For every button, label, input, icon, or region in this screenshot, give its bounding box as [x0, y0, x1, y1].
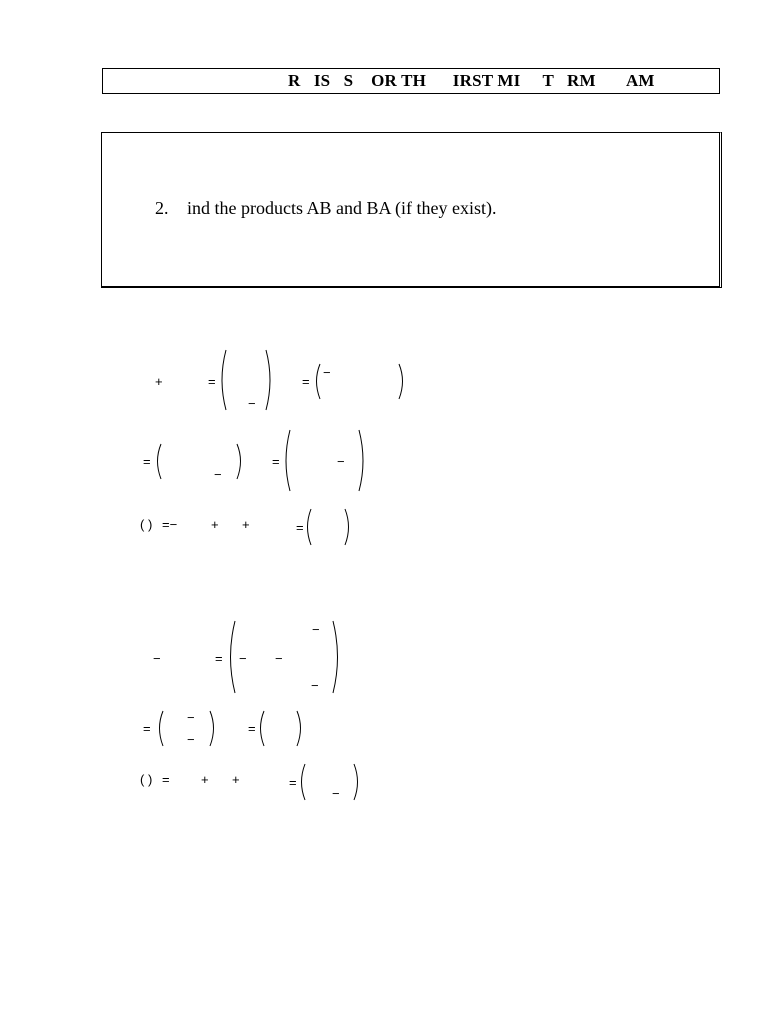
bracket-left: [261, 711, 265, 746]
bracket-right: [210, 711, 214, 746]
bracket-left: [160, 711, 164, 746]
question-text: ind the products AB and BA (if they exist).: [187, 198, 497, 218]
bracket-right: [237, 444, 241, 479]
plus-sign: +: [232, 772, 240, 787]
bracket-right: [359, 430, 363, 491]
minus-sign: −: [311, 678, 319, 693]
bracket-left: [286, 430, 290, 491]
minus-sign: −: [337, 454, 345, 469]
question-number: 2.: [155, 198, 169, 218]
equals-sign: =: [272, 454, 280, 469]
equals-sign: =: [143, 454, 151, 469]
plus-sign: +: [155, 374, 163, 389]
bracket-right: [354, 764, 358, 800]
equals-sign: =: [143, 721, 151, 736]
plus-sign: +: [242, 517, 250, 532]
equals-sign: =: [215, 651, 223, 666]
bracket-right: [333, 621, 338, 693]
equals-sign: =: [248, 721, 256, 736]
minus-sign: −: [153, 651, 161, 666]
header-title: R IS S OR TH IRST MI T RM AM: [288, 71, 655, 90]
bracket-left: [308, 509, 312, 545]
minus-sign: −: [275, 651, 283, 666]
bracket-right: [345, 509, 349, 545]
equals-minus: =−: [162, 517, 178, 532]
bracket-right: [297, 711, 301, 746]
minus-sign: −: [214, 467, 222, 482]
paren-expression: ( ): [140, 517, 153, 532]
bracket-left: [222, 350, 226, 410]
bracket-right: [399, 364, 403, 399]
minus-sign: −: [187, 732, 195, 747]
minus-sign: −: [323, 365, 331, 380]
bracket-left: [302, 764, 306, 800]
paren-expression: ( ): [140, 772, 153, 787]
plus-sign: +: [211, 517, 219, 532]
minus-sign: −: [248, 396, 256, 411]
bracket-right: [266, 350, 270, 410]
plus-sign: +: [201, 772, 209, 787]
equals-sign: =: [162, 772, 170, 787]
minus-sign: −: [187, 710, 195, 725]
bracket-left: [158, 444, 162, 479]
minus-sign: −: [332, 786, 340, 801]
minus-sign: −: [239, 651, 247, 666]
equals-sign: =: [289, 775, 297, 790]
equals-sign: =: [208, 374, 216, 389]
bracket-left: [231, 621, 236, 693]
bracket-left: [317, 364, 321, 399]
minus-sign: −: [312, 622, 320, 637]
equals-sign: =: [302, 374, 310, 389]
equals-sign: =: [296, 520, 304, 535]
